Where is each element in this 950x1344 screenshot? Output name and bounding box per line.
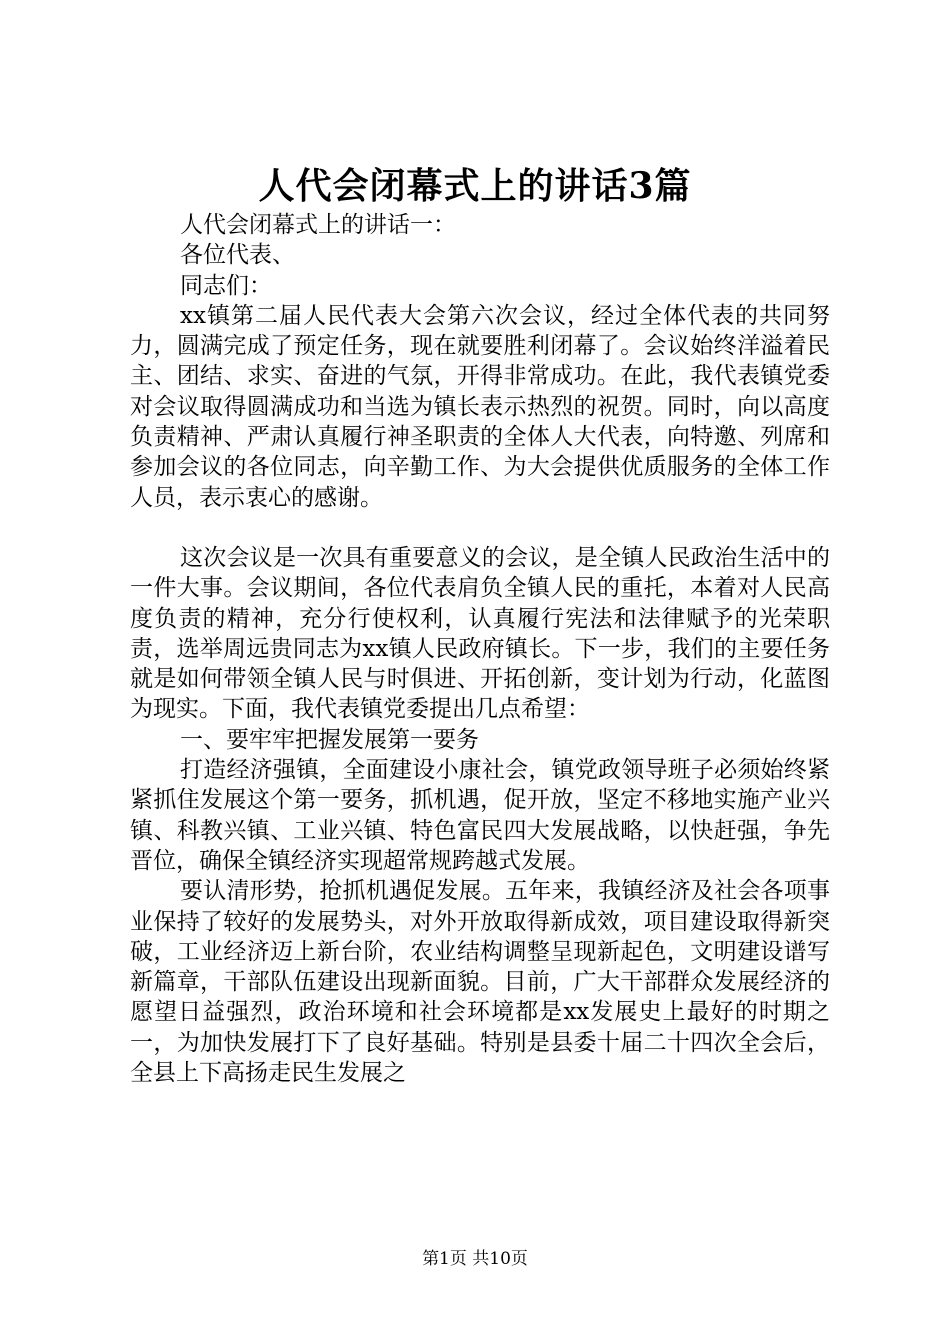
page-number: 第1页 共10页 [422,1249,528,1269]
paragraph-economy: 打造经济强镇，全面建设小康社会，镇党政领导班子必须始终紧紧抓住发展这个第一要务，抓机遇，促开放，坚定不移地实施产业兴镇、科教兴镇、工业兴镇、特色富民四大发展战略，以快赶强，争先晋位，确保全镇经济实现超常规跨越式发展。 [130,757,830,874]
section-heading-1: 一、要牢牢把握发展第一要务 [180,726,479,753]
salutation-delegates: 各位代表、 [180,242,295,269]
paragraph-opening: xx镇第二届人民代表大会第六次会议，经过全体代表的共同努力，圆满完成了预定任务，现在就要胜利闭幕了。会议始终洋溢着民主、团结、求实、奋进的气氛，开得非常成功。在此，我代表镇党委对会议取得圆满成功和当选为镇长表示热烈的祝贺。同时，向以高度负责精神、严肃认真履行神圣职责的全体人大代表，向特邀、列席和参加会议的各位同志，向辛勤工作、为大会提供优质服务的全体工作人员，表示衷心的感谢。 [130,302,830,511]
speech-heading: 人代会闭幕式上的讲话一： [180,212,456,238]
paragraph-situation: 要认清形势，抢抓机遇促发展。五年来，我镇经济及社会各项事业保持了较好的发展势头，对外开放取得新成效，项目建设取得新突破，工业经济迈上新台阶，农业结构调整呈现新起色，文明建设谱写新篇章，干部队伍建设出现新面貌。目前，广大干部群众发展经济的愿望日益强烈，政治环境和社会环境都是xx发展史上最好的时期之一，为加快发展打下了良好基础。特别是县委十届二十四次全会后，全县上下高扬走民生发展之 [130,878,830,1087]
document-body [130,210,830,1088]
document-title: 人代会闭幕式上的讲话3篇 [258,165,692,207]
paragraph-gap [130,513,830,543]
paragraph-significance: 这次会议是一次具有重要意义的会议，是全镇人民政治生活中的一件大事。会议期间，各位代表肩负全镇人民的重托，本着对人民高度负责的精神，充分行使权利，认真履行宪法和法律赋予的光荣职责，选举周远贵同志为xx镇人民政府镇长。下一步，我们的主要任务就是如何带领全镇人民与时俱进、开拓创新，变计划为行动，化蓝图为现实。下面，我代表镇党委提出几点希望： [130,544,830,723]
salutation-comrades: 同志们： [180,272,272,299]
